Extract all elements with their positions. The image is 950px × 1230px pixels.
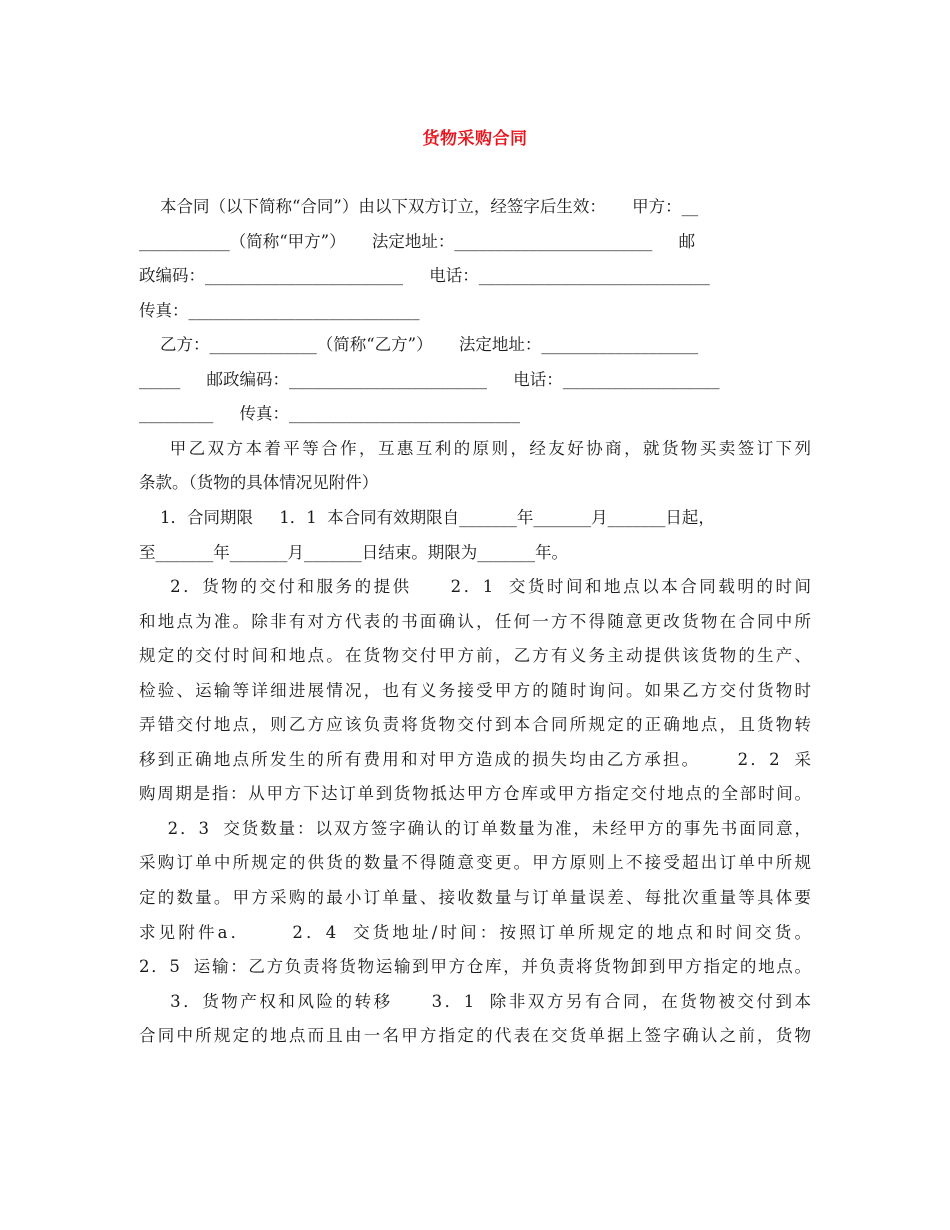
document-title: 货物采购合同	[422, 129, 528, 149]
body-line: 2．货物的交付和服务的提供 2．1 交货时间和地点以本合同载明的时间	[139, 577, 811, 596]
body-line: 弄错交付地点，则乙方应该负责将货物交付到本合同所规定的正确地点，且货物转	[139, 715, 811, 734]
body-line: 乙方：_____________（简称“乙方”） 法定地址：___________________	[139, 335, 699, 354]
body-line: 至_______年_______月_______日结束。期限为_______年。	[139, 543, 568, 562]
body-line: ___________（简称“甲方”） 法定地址：________________________ 邮	[139, 232, 696, 251]
body-line: 移到正确地点所发生的所有费用和对甲方造成的损失均由乙方承担。 2．2 采	[139, 750, 811, 769]
body-line: 3．货物产权和风险的转移 3．1 除非双方另有合同，在货物被交付到本	[139, 992, 811, 1011]
body-line: 合同中所规定的地点而且由一名甲方指定的代表在交货单据上签字确认之前，货物	[139, 1026, 811, 1045]
body-line: 检验、运输等详细进展情况，也有义务接受甲方的随时询问。如果乙方交付货物时	[139, 681, 811, 700]
body-line: 本合同（以下简称“合同”）由以下双方订立，经签字后生效： 甲方：__	[139, 197, 699, 216]
body-line: 政编码：________________________ 电话：____________________________	[139, 266, 710, 285]
body-line: 规定的交付时间和地点。在货物交付甲方前，乙方有义务主动提供该货物的生产、	[139, 646, 811, 665]
body-line: _________ 传真：____________________________	[139, 404, 520, 423]
body-line: 求见附件a． 2．4 交货地址/时间：按照订单所规定的地点和时间交货。	[139, 923, 811, 942]
body-line: 条款。（货物的具体情况见附件）	[139, 473, 379, 492]
body-line: 传真：____________________________	[139, 301, 420, 320]
body-line: 购周期是指：从甲方下达订单到货物抵达甲方仓库或甲方指定交付地点的全部时间。	[139, 784, 811, 803]
body-line: 2．5 运输：乙方负责将货物运输到甲方仓库，并负责将货物卸到甲方指定的地点。	[139, 957, 811, 976]
body-line: 甲乙双方本着平等合作，互惠互利的原则，经友好协商，就货物买卖签订下列	[139, 439, 811, 458]
body-line: 采购订单中所规定的供货的数量不得随意变更。甲方原则上不接受超出订单中所规	[139, 853, 811, 872]
body-line: 1．合同期限 1．1 本合同有效期限自_______年_______月_______日起，	[139, 508, 715, 527]
body-line: _____ 邮政编码：________________________ 电话：___________________	[139, 370, 720, 389]
body-line: 和地点为准。除非有对方代表的书面确认，任何一方不得随意更改货物在合同中所	[139, 612, 811, 631]
body-line: 2．3 交货数量：以双方签字确认的订单数量为准，未经甲方的事先书面同意，	[139, 819, 811, 838]
body-line: 定的数量。甲方采购的最小订单量、接收数量与订单量误差、每批次重量等具体要	[139, 888, 811, 907]
